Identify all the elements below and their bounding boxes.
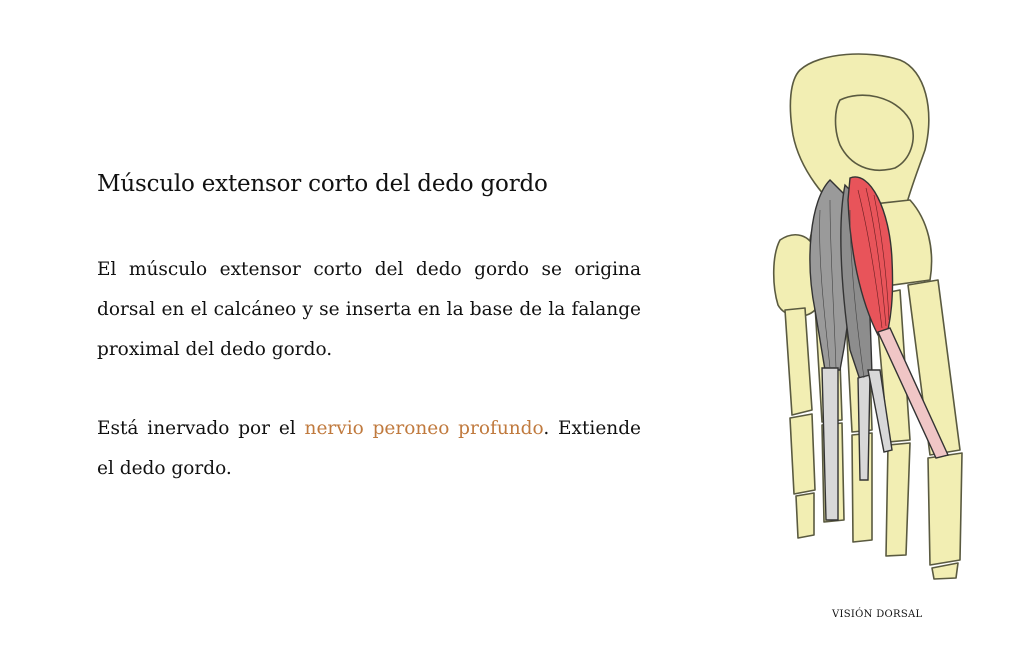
foot-illustration (760, 50, 980, 580)
page-title: Músculo extensor corto del dedo gordo (97, 171, 548, 197)
innervation-text-after: . Extiende el dedo gordo. (97, 418, 641, 479)
foot-dorsal-anatomy-icon (760, 50, 980, 580)
innervation-text-before: Está inervado por el (97, 418, 305, 439)
figure-caption: VISIÓN DORSAL (832, 609, 923, 620)
nerve-link[interactable]: nervio peroneo profundo (304, 418, 544, 439)
description-innervation (97, 409, 641, 489)
description-origin-insertion: El músculo extensor corto del dedo gordo se origina dorsal en el calcáneo y se inserta en la base de la falange proximal del dedo gordo. (97, 259, 641, 360)
